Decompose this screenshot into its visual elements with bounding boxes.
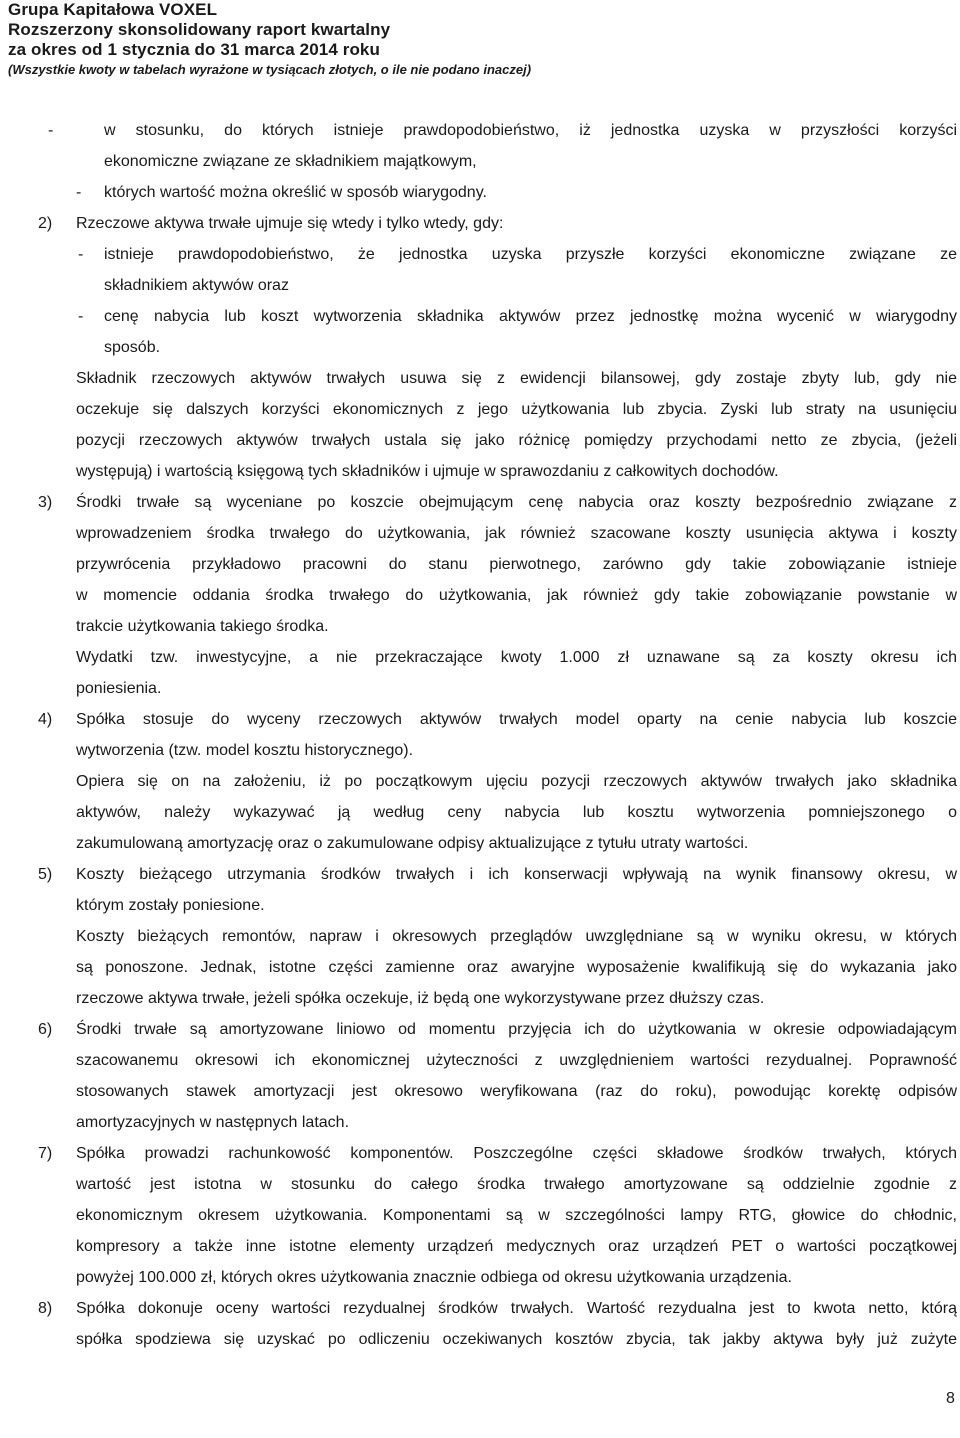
item-number: 2) <box>38 215 53 232</box>
text-line: ekonomiczne związane ze składnikiem majątkowym, <box>104 153 477 170</box>
text-line: kompresory a także inne istotne elementy urządzeń medycznych oraz urządzeń PET o wartości początkowej <box>76 1238 957 1255</box>
text-line: wprowadzeniem środka trwałego do użytkowania, jak również szacowane koszty usunięcia aktywa i koszty <box>76 525 957 542</box>
text-line: są ponoszone. Jednak, istotne części zamienne oraz awaryjne wyposażenie kwalifikują się do wykazania jako <box>76 959 957 976</box>
report-title: Rozszerzony skonsolidowany raport kwartalny <box>8 20 391 39</box>
report-period: za okres od 1 stycznia do 31 marca 2014 roku <box>8 40 380 59</box>
text-line: występują) i wartością księgową tych składników i ujmuje w sprawozdaniu z całkowitych dochodów. <box>76 463 779 480</box>
text-line: Składnik rzeczowych aktywów trwałych usuwa się z ewidencji bilansowej, gdy zostaje zbyty lub, gdy nie <box>76 370 957 387</box>
text-line: istnieje prawdopodobieństwo, że jednostka uzyska przyszłe korzyści ekonomiczne związane ze <box>104 246 957 263</box>
text-line: aktywów, należy wykazywać ją według ceny nabycia lub kosztu wytworzenia pomniejszonego o <box>76 804 957 821</box>
text-line: Środki trwałe są amortyzowane liniowo od momentu przyjęcia ich do użytkowania w okresie odpowiadającym <box>76 1021 957 1038</box>
page-number: 8 <box>946 1390 955 1407</box>
text-line: Rzeczowe aktywa trwałe ujmuje się wtedy i tylko wtedy, gdy: <box>76 215 504 232</box>
text-line: stosowanych stawek amortyzacji jest okresowo weryfikowana (raz do roku), powodując korektę odpisów <box>76 1083 957 1100</box>
text-line: Koszty bieżącego utrzymania środków trwałych i ich konserwacji wpływają na wynik finansowy okresu, w <box>76 866 957 883</box>
list-dash: - <box>48 122 54 139</box>
text-line: pozycji rzeczowych aktywów trwałych ustala się jako różnicę pomiędzy przychodami netto ze zbycia, (jeżeli <box>76 432 957 449</box>
item-number: 4) <box>38 711 53 728</box>
list-dash: - <box>76 184 82 201</box>
text-line: Spółka stosuje do wyceny rzeczowych aktywów trwałych model oparty na cenie nabycia lub koszcie <box>76 711 957 728</box>
text-line: szacowanemu okresowi ich ekonomicznej użyteczności z uwzględnieniem wartości rezydualnej. Poprawność <box>76 1052 957 1069</box>
item-number: 3) <box>38 494 53 511</box>
text-line: wartość jest istotna w stosunku do całego środka trwałego amortyzowane są oddzielnie zgodnie z <box>76 1176 957 1193</box>
text-line: składnikiem aktywów oraz <box>104 277 289 294</box>
text-line: spółka spodziewa się uzyskać po odliczeniu oczekiwanych kosztów zbycia, tak jakby aktywa były już zużyte <box>76 1331 957 1348</box>
amounts-note: (Wszystkie kwoty w tabelach wyrażone w tysiącach złotych, o ile nie podano inaczej) <box>8 62 532 77</box>
item-number: 8) <box>38 1300 53 1317</box>
item-number: 6) <box>38 1021 53 1038</box>
text-line: Spółka dokonuje oceny wartości rezydualnej środków trwałych. Wartość rezydualna jest to kwota netto, którą <box>76 1300 957 1317</box>
list-dash: - <box>78 246 84 263</box>
text-line: Koszty bieżących remontów, napraw i okresowych przeglądów uwzględniane są w wyniku okresu, w których <box>76 928 957 945</box>
text-line: amortyzacyjnych w następnych latach. <box>76 1114 350 1131</box>
text-line: którym zostały poniesione. <box>76 897 265 914</box>
text-line: wytworzenia (tzw. model kosztu historycznego). <box>76 742 414 759</box>
company-name: Grupa Kapitałowa VOXEL <box>8 0 218 19</box>
text-line: w stosunku, do których istnieje prawdopodobieństwo, iż jednostka uzyska w przyszłości korzyści <box>104 122 957 139</box>
text-line: trakcie użytkowania takiego środka. <box>76 618 329 635</box>
text-line: Opiera się on na założeniu, iż po początkowym ujęciu pozycji rzeczowych aktywów trwałych jako składnika <box>76 773 957 790</box>
text-line: oczekuje się dalszych korzyści ekonomicznych z jego użytkowania lub zbycia. Zyski lub straty na usunięciu <box>76 401 957 418</box>
text-line: Środki trwałe są wyceniane po koszcie obejmującym cenę nabycia oraz koszty bezpośrednio związane z <box>76 494 957 511</box>
text-line: ekonomicznym okresem użytkowania. Komponentami są w szczególności lampy RTG, głowice do chłodnic, <box>76 1207 957 1224</box>
item-number: 7) <box>38 1145 53 1162</box>
text-line: zakumulowaną amortyzację oraz o zakumulowane odpisy aktualizujące z tytułu utraty wartości. <box>76 835 749 852</box>
text-line: Wydatki tzw. inwestycyjne, a nie przekraczające kwoty 1.000 zł uznawane są za koszty okresu ich <box>76 649 957 666</box>
page-header <box>8 0 531 79</box>
text-line: rzeczowe aktywa trwałe, jeżeli spółka oczekuje, iż będą one wykorzystywane przez dłuższy czas. <box>76 990 765 1007</box>
text-line: powyżej 100.000 zł, których okres użytkowania znacznie odbiega od okresu użytkowania urządzenia. <box>76 1269 792 1286</box>
list-dash: - <box>78 308 84 325</box>
text-line: Spółka prowadzi rachunkowość komponentów. Poszczególne części składowe środków trwałych, których <box>76 1145 957 1162</box>
item-number: 5) <box>38 866 53 883</box>
text-line: w momencie oddania środka trwałego do użytkowania, jak również gdy takie zobowiązanie powstanie w <box>76 587 957 604</box>
text-line: przywrócenia przykładowo pracowni do stanu pierwotnego, zarówno gdy takie zobowiązanie istnieje <box>76 556 957 573</box>
text-line: których wartość można określić w sposób wiarygodny. <box>104 184 487 201</box>
text-line: sposób. <box>104 339 161 356</box>
text-line: cenę nabycia lub koszt wytworzenia składnika aktywów przez jednostkę można wycenić w wiarygodny <box>104 308 957 325</box>
text-line: poniesienia. <box>76 680 162 697</box>
